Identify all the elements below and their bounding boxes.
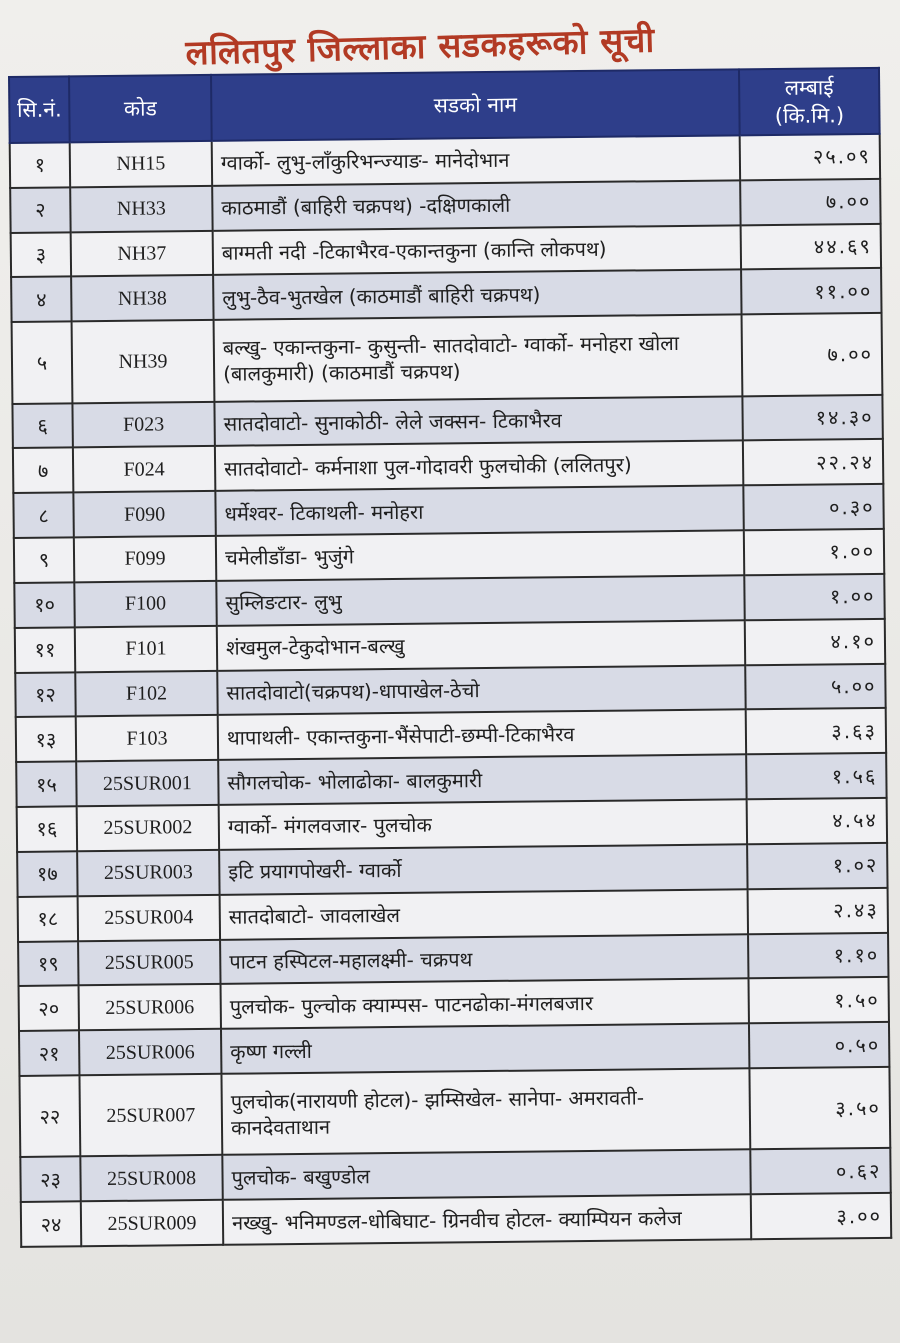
row-code: F100 <box>74 581 216 627</box>
row-length: ७.०० <box>740 179 880 225</box>
row-length: १.१० <box>748 932 888 978</box>
header-code: कोड <box>69 75 212 142</box>
header-name: सडको नाम <box>211 69 740 141</box>
row-length: १.५६ <box>746 753 886 799</box>
row-length: ३.६३ <box>746 708 886 754</box>
row-code: 25SUR004 <box>78 895 220 941</box>
row-code: F099 <box>74 536 216 582</box>
row-length: ४.५४ <box>747 798 887 844</box>
row-sn: २२ <box>19 1075 80 1157</box>
row-sn: १० <box>14 582 74 627</box>
row-name: इटि प्रयागपोखरी- ग्वार्को <box>219 844 747 894</box>
row-name: ग्वार्को- मंगलवजार- पुलचोक <box>219 799 747 849</box>
row-sn: १ <box>10 142 70 187</box>
row-name: शंखमुल-टेकुदोभान-बल्खु <box>217 620 745 670</box>
row-name: काठमाडौं (बाहिरी चक्रपथ) -दक्षिणकाली <box>212 180 740 230</box>
row-sn: ५ <box>12 322 73 404</box>
row-length: ०.३० <box>743 484 883 530</box>
row-length: १.५० <box>748 977 888 1023</box>
row-sn: ९ <box>14 537 74 582</box>
row-name: पुलचोक(नारायणी होटल)- झम्सिखेल- सानेपा- अमरावती- कानदेवताथान <box>221 1068 750 1155</box>
row-sn: १६ <box>17 806 77 851</box>
row-name: सौगलचोक- भोलाढोका- बालकुमारी <box>218 754 746 804</box>
row-sn: १९ <box>18 941 78 986</box>
row-code: 25SUR003 <box>77 850 219 896</box>
row-code: 25SUR006 <box>79 1029 221 1075</box>
row-code: NH37 <box>71 231 213 277</box>
row-length: ४.१० <box>745 619 885 665</box>
row-name: पुलचोक- पुल्चोक क्याम्पस- पाटनढोका-मंगलबजार <box>221 979 749 1029</box>
row-length: ३.०० <box>751 1193 891 1239</box>
table-row <box>12 313 883 403</box>
row-name: सुम्लिङटार- लुभु <box>216 575 744 625</box>
row-sn: ६ <box>12 403 72 448</box>
row-name: चमेलीडाँडा- भुजुंगे <box>216 530 744 580</box>
row-code: F023 <box>72 401 214 447</box>
row-name: पुलचोक- बखुण्डोल <box>222 1150 750 1200</box>
row-name: पाटन हस्पिटल-महालक्ष्मी- चक्रपथ <box>220 934 748 984</box>
row-code: 25SUR007 <box>79 1074 222 1157</box>
row-code: F090 <box>73 491 215 537</box>
row-length: १.०० <box>744 529 884 575</box>
row-length: १.०० <box>744 574 884 620</box>
row-sn: ७ <box>13 448 73 493</box>
row-name: सातदोबाटो- जावलाखेल <box>220 889 748 939</box>
table-header-row <box>9 68 880 143</box>
row-name: कृष्ण गल्ली <box>221 1023 749 1073</box>
row-code: 25SUR001 <box>76 760 218 806</box>
row-name: लुभु-ठैव-भुतखेल (काठमाडौं बाहिरी चक्रपथ) <box>213 270 741 320</box>
row-length: ५.०० <box>745 663 885 709</box>
row-sn: २४ <box>21 1201 81 1247</box>
row-sn: १७ <box>17 851 77 896</box>
row-length: १४.३० <box>742 394 882 440</box>
row-code: F101 <box>75 626 217 672</box>
row-code: 25SUR002 <box>77 805 219 851</box>
row-length: २२.२४ <box>743 439 883 485</box>
row-sn: ८ <box>13 493 73 538</box>
row-code: 25SUR009 <box>81 1200 223 1246</box>
table-body <box>10 134 892 1247</box>
row-sn: २१ <box>19 1030 79 1075</box>
row-sn: २० <box>19 986 79 1031</box>
row-length: २.४३ <box>748 888 888 934</box>
row-sn: १८ <box>18 896 78 941</box>
row-name: सातदोवाटो- सुनाकोठी- लेले जक्सन- टिकाभैरव <box>214 396 742 446</box>
row-code: 25SUR006 <box>79 984 221 1030</box>
row-length: ३.५० <box>749 1067 890 1150</box>
row-length: ११.०० <box>741 268 881 314</box>
row-code: F103 <box>76 715 218 761</box>
roads-table <box>8 67 892 1248</box>
row-name: नख्खु- भनिमण्डल-धोबिघाट- ग्रिनवीच होटल- क्याम्पियन कलेज <box>223 1194 751 1244</box>
row-code: 25SUR008 <box>80 1155 222 1201</box>
row-sn: १३ <box>16 717 76 762</box>
row-sn: १२ <box>15 672 75 717</box>
row-name: थापाथली- एकान्तकुना-भैंसेपाटी-छम्पी-टिकाभैरव <box>218 710 746 760</box>
row-code: NH38 <box>71 275 213 321</box>
row-sn: ३ <box>11 232 71 277</box>
row-name: ग्वार्को- लुभु-लाँकुरिभन्ज्याङ- मानेदोभान <box>212 135 740 185</box>
table-row <box>19 1067 890 1157</box>
row-length: ४४.६९ <box>741 224 881 270</box>
header-length-line1: लम्बाई <box>784 75 834 100</box>
header-sn: सि.नं. <box>9 76 70 143</box>
row-name: बाग्मती नदी -टिकाभैरव-एकान्तकुना (कान्ति लोकपथ) <box>213 225 741 275</box>
row-sn: २३ <box>20 1157 80 1202</box>
row-length: १.०२ <box>747 843 887 889</box>
header-length-line2: (कि.मि.) <box>774 103 845 128</box>
row-length: ०.६२ <box>750 1148 890 1194</box>
row-length: ७.०० <box>742 313 883 396</box>
row-code: F102 <box>75 670 217 716</box>
row-length: ०.५० <box>749 1022 889 1068</box>
table-row <box>21 1193 891 1247</box>
row-code: 25SUR005 <box>78 939 220 985</box>
row-sn: ४ <box>11 277 71 322</box>
row-sn: ११ <box>15 627 75 672</box>
row-code: F024 <box>73 446 215 492</box>
row-name: सातदोवाटो- कर्मनाशा पुल-गोदावरी फुलचोकी (ललितपुर) <box>215 441 743 491</box>
row-sn: १५ <box>16 762 76 807</box>
header-length <box>739 68 880 135</box>
row-code: NH15 <box>70 141 212 187</box>
row-length: २५.०९ <box>740 134 880 180</box>
row-sn: २ <box>10 187 70 232</box>
row-code: NH33 <box>70 186 212 232</box>
row-name: धर्मेश्वर- टिकाथली- मनोहरा <box>215 486 743 536</box>
row-name: बल्खु- एकान्तकुना- कुसुन्ती- सातदोवाटो- ग्वार्को- मनोहरा खोला (बालकुमारी) (काठमाडौं चक्रपथ) <box>214 315 743 402</box>
row-name: सातदोवाटो(चक्रपथ)-धापाखेल-ठेचो <box>217 665 745 715</box>
row-code: NH39 <box>72 320 215 403</box>
page-title: ललितपुर जिल्लाका सडकहरूको सूची <box>184 20 656 74</box>
